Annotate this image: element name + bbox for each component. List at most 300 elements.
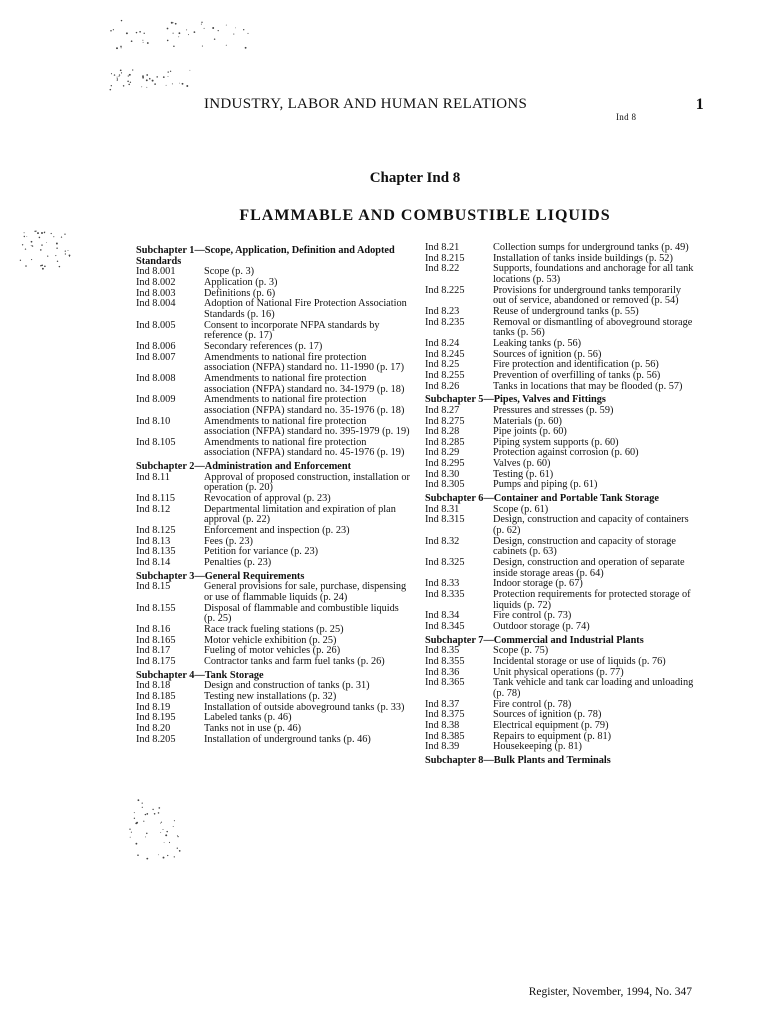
toc-entry-title: Design, construction and capacity of containers (p. 62) (493, 514, 689, 537)
scan-speck (168, 76, 169, 77)
scan-speck (55, 255, 56, 256)
toc-entry-number: Ind 8.185 (136, 690, 176, 702)
scan-speck (56, 243, 58, 245)
scan-speck (61, 236, 62, 237)
toc-entry (425, 558, 695, 579)
scan-speck (143, 42, 144, 43)
toc-entry-number: Ind 8.23 (425, 305, 460, 317)
scan-speck (31, 241, 33, 243)
scan-speck (145, 836, 146, 837)
toc-entry-number: Ind 8.002 (136, 276, 176, 288)
scan-speck (201, 24, 202, 25)
toc-entry-title: Leaking tanks (p. 56) (493, 337, 582, 349)
scan-speck (129, 74, 131, 76)
toc-entry (425, 480, 695, 491)
toc-entry-number: Ind 8.35 (425, 645, 460, 657)
scan-speck (25, 248, 26, 249)
scan-speck (64, 234, 65, 235)
toc-entry-number: Ind 8.295 (425, 458, 465, 470)
toc-entry-number: Ind 8.005 (136, 319, 176, 331)
toc-entry (136, 526, 410, 537)
toc-entry (136, 735, 410, 746)
scan-speck (117, 78, 118, 79)
scan-speck (44, 265, 46, 267)
toc-entry-number: Ind 8.315 (425, 514, 465, 526)
toc-entry-title: Departmental limitation and expiration of plan approval (p. 22) (204, 503, 396, 526)
scan-speck (40, 249, 42, 251)
scan-speck (188, 34, 189, 35)
scan-speck (135, 843, 137, 845)
scan-speck (128, 84, 130, 86)
scan-speck (142, 802, 143, 803)
toc-entry-title: Motor vehicle exhibition (p. 25) (204, 634, 337, 646)
scan-speck (144, 33, 145, 34)
scan-speck (167, 855, 168, 856)
scan-speck (245, 47, 247, 49)
scan-speck (170, 71, 171, 72)
scan-speck (57, 261, 58, 262)
toc-entry (425, 622, 695, 633)
toc-entry-number: Ind 8.12 (136, 503, 171, 515)
scan-speck (173, 45, 175, 47)
toc-entry-number: Ind 8.33 (425, 578, 460, 590)
toc-entry (136, 657, 410, 668)
toc-entry-title: Fire protection and identification (p. 56) (493, 359, 659, 371)
toc-subchapter-heading: Subchapter 3—General Requirements (136, 570, 305, 582)
scan-speck (139, 31, 141, 33)
scan-speck (201, 22, 202, 23)
scan-speck (156, 76, 158, 78)
scan-speck (165, 834, 167, 836)
toc-entry-title: Pumps and piping (p. 61) (493, 479, 598, 491)
scan-speck (212, 27, 214, 29)
toc-entry (425, 371, 695, 382)
scan-speck (41, 232, 43, 234)
toc-entry-number: Ind 8.16 (136, 623, 171, 635)
toc-entry-title: Fire control (p. 78) (493, 698, 572, 710)
toc-entry (136, 604, 410, 625)
scan-speck (173, 33, 174, 34)
scan-speck (146, 74, 148, 76)
scan-speck (243, 29, 244, 30)
toc-entry-title: Fueling of motor vehicles (p. 26) (204, 645, 341, 657)
scan-speck (247, 33, 248, 34)
scan-speck (117, 77, 118, 78)
toc-entry-number: Ind 8.21 (425, 242, 460, 253)
scan-speck (166, 831, 167, 832)
toc-entry-number: Ind 8.285 (425, 436, 465, 448)
scan-speck (42, 268, 44, 270)
scan-speck (160, 832, 161, 833)
toc-entry-title: Approval of proposed construction, installation or operation (p. 20) (204, 471, 410, 494)
toc-entry-title: Housekeeping (p. 81) (493, 741, 582, 753)
toc-entry-number: Ind 8.385 (425, 730, 465, 742)
scan-speck (32, 245, 33, 246)
scan-speck (59, 266, 60, 267)
scan-speck (117, 79, 118, 80)
toc-entry-title: Amendments to national fire protection association (NFPA) standard no. 35-1976 (p. 18) (204, 394, 405, 416)
toc-entry-number: Ind 8.135 (136, 546, 176, 558)
toc-entry-number: Ind 8.355 (425, 655, 465, 667)
toc-entry (136, 473, 410, 494)
scan-speck (163, 829, 164, 830)
toc-entry-number: Ind 8.375 (425, 709, 465, 721)
scan-speck (177, 848, 178, 849)
toc-entry-number: Ind 8.205 (136, 733, 176, 745)
scan-speck (178, 36, 179, 37)
toc-entry-title: Tank vehicle and tank car loading and unloading (p. 78) (493, 677, 694, 699)
scan-speck (141, 86, 142, 87)
toc-entry (425, 537, 695, 558)
scan-speck (142, 40, 143, 41)
toc-entry-title: Prevention of overfilling of tanks (p. 56) (493, 369, 661, 381)
scan-speck (131, 40, 133, 42)
toc-entry-title: Testing new installations (p. 32) (204, 690, 337, 702)
toc-entry-title: Indoor storage (p. 67) (493, 578, 583, 590)
toc-entry-number: Ind 8.19 (136, 701, 171, 713)
toc-subchapter-heading: Subchapter 6—Container and Portable Tank Storage (425, 493, 659, 505)
toc-subchapter-heading: Subchapter 2—Administration and Enforcement (136, 461, 352, 473)
scan-speck (146, 87, 147, 88)
scan-speck (154, 83, 156, 85)
scan-speck (40, 265, 41, 266)
toc-entry (136, 374, 410, 395)
toc-entry-title: Pipe joints (p. 60) (493, 426, 567, 438)
scan-speck (47, 255, 48, 256)
scan-speck (131, 832, 132, 833)
scan-speck (172, 83, 173, 84)
toc-entry-number: Ind 8.37 (425, 698, 460, 710)
scan-speck (117, 80, 118, 81)
toc-entry-title: Unit physical operations (p. 77) (493, 666, 624, 678)
toc-entry-title: Design, construction and operation of separate inside storage areas (p. 64) (493, 557, 685, 579)
toc-entry-title: Revocation of approval (p. 23) (204, 493, 331, 505)
scan-speck (137, 854, 139, 856)
toc-entry-number: Ind 8.11 (136, 471, 170, 483)
toc-entry-title: Testing (p. 61) (493, 468, 554, 480)
toc-entry-title: Incidental storage or use of liquids (p. 76) (493, 655, 666, 667)
toc-entry-number: Ind 8.14 (136, 557, 171, 569)
toc-entry-number: Ind 8.335 (425, 589, 465, 600)
toc-entry-number: Ind 8.29 (425, 447, 460, 459)
toc-entry-title: Scope (p. 61) (493, 503, 549, 515)
scan-speck (146, 813, 148, 815)
scan-speck (169, 842, 170, 843)
scan-speck (24, 236, 25, 237)
toc-entry-number: Ind 8.155 (136, 602, 176, 614)
scan-speck (194, 31, 196, 33)
toc-entry (136, 299, 410, 320)
toc-entry (425, 448, 695, 459)
toc-entry (136, 342, 410, 353)
scan-speck (134, 812, 135, 813)
scan-speck (163, 76, 165, 78)
scan-speck (233, 34, 234, 35)
toc-entry-title: Labeled tanks (p. 46) (204, 712, 292, 724)
scan-speck (226, 45, 227, 46)
toc-entry-number: Ind 8.17 (136, 645, 171, 657)
scan-speck (110, 30, 112, 32)
toc-entry-number: Ind 8.25 (425, 359, 460, 371)
toc-entry-title: Reuse of underground tanks (p. 55) (493, 305, 639, 317)
scan-speck (20, 260, 21, 261)
toc-entry-number: Ind 8.30 (425, 468, 460, 480)
toc-entry-title: Race track fueling stations (p. 25) (204, 623, 344, 635)
chapter-code: Ind 8 (616, 112, 637, 122)
scan-speck (142, 75, 144, 77)
toc-entry-title: Tanks in locations that may be flooded (p. 57) (493, 380, 683, 392)
scan-speck (121, 20, 122, 21)
scan-speck (37, 232, 39, 234)
toc-entry-title: Materials (p. 60) (493, 415, 562, 427)
toc-entry-title: Sources of ignition (p. 78) (493, 709, 602, 721)
scan-speck (179, 850, 181, 852)
toc-entry (136, 582, 410, 603)
scan-speck (179, 32, 181, 34)
scan-speck (34, 230, 36, 232)
scan-speck (138, 799, 140, 801)
scan-speck (178, 836, 179, 837)
scan-speck (119, 74, 120, 75)
toc-entry-number: Ind 8.009 (136, 394, 176, 406)
toc-entry-title: Installation of tanks inside buildings (p. 52) (493, 252, 673, 264)
toc-entry (425, 318, 695, 339)
toc-entry-number: Ind 8.235 (425, 316, 465, 328)
toc-entry-title: Design and construction of tanks (p. 31) (204, 680, 370, 692)
toc-entry-title: Consent to incorporate NFPA standards by reference (p. 17) (204, 319, 380, 342)
toc-entry-number: Ind 8.27 (425, 404, 460, 416)
scan-speck (136, 32, 137, 33)
toc-entry-title: Amendments to national fire protection association (NFPA) standard no. 45-1976 (p. 19) (204, 436, 405, 459)
toc-right-column (425, 243, 695, 767)
scan-speck (168, 71, 169, 72)
toc-entry-title: Adoption of National Fire Protection Association Standards (p. 16) (204, 298, 407, 320)
scan-speck (39, 237, 41, 239)
toc-entry (136, 505, 410, 526)
chapter-subtitle: FLAMMABLE AND COMBUSTIBLE LIQUIDS (239, 207, 611, 224)
scan-speck (31, 245, 32, 246)
toc-entry (425, 742, 695, 753)
toc-subchapter-heading: Subchapter 8—Bulk Plants and Terminals (425, 754, 611, 766)
scan-speck (126, 32, 128, 34)
toc-entry-number: Ind 8.18 (136, 680, 171, 692)
toc-entry-title: Valves (p. 60) (493, 458, 551, 470)
toc-entry-number: Ind 8.20 (136, 722, 171, 734)
scan-speck (147, 42, 149, 44)
toc-entry-title: Removal or dismantling of aboveground storage tanks (p. 56) (493, 316, 693, 339)
toc-entry-title: Amendments to national fire protection association (NFPA) standard no. 395-1979 (p. 19) (204, 415, 410, 438)
scan-speck (161, 822, 162, 823)
scan-speck (132, 69, 133, 70)
toc-subchapter-heading: Subchapter 7—Commercial and Industrial Plants (425, 634, 644, 646)
toc-entry (425, 339, 695, 350)
scan-speck (123, 85, 124, 86)
toc-entry-title: Installation of outside aboveground tanks (p. 33) (204, 701, 405, 713)
toc-entry-title: Secondary references (p. 17) (204, 340, 323, 352)
scan-speck (130, 837, 131, 838)
toc-entry-title: Design, construction and capacity of storage cabinets (p. 63) (493, 535, 676, 558)
toc-entry-number: Ind 8.195 (136, 712, 176, 724)
scan-speck (25, 265, 27, 267)
toc-entry-number: Ind 8.255 (425, 369, 465, 381)
scan-speck (31, 259, 32, 260)
scan-speck (158, 807, 160, 809)
toc-entry-number: Ind 8.225 (425, 284, 465, 296)
scan-speck (149, 78, 150, 79)
scan-speck (146, 858, 148, 860)
scan-speck (56, 247, 57, 248)
scan-speck (114, 74, 115, 75)
toc-entry-title: Disposal of flammable and combustible liquids (p. 25) (204, 602, 399, 625)
toc-entry-number: Ind 8.24 (425, 337, 460, 349)
toc-entry-number: Ind 8.003 (136, 287, 176, 299)
toc-entry-title: Tanks not in use (p. 46) (204, 722, 302, 734)
scan-speck (166, 85, 167, 86)
scan-speck (22, 244, 23, 245)
scan-speck (69, 255, 71, 257)
scan-speck (68, 250, 69, 251)
toc-entry (425, 406, 695, 417)
scan-speck (111, 73, 112, 74)
toc-entry-number: Ind 8.175 (136, 655, 176, 667)
scan-speck (182, 83, 184, 85)
toc-entry (425, 721, 695, 732)
toc-entry-title: Collection sumps for underground tanks (p. 49) (493, 242, 689, 253)
scan-speck (235, 27, 236, 28)
toc-entry-title: Piping system supports (p. 60) (493, 436, 619, 448)
scan-speck (111, 85, 112, 86)
toc-entry (425, 459, 695, 470)
toc-entry-title: Outdoor storage (p. 74) (493, 620, 590, 632)
toc-entry-title: Amendments to national fire protection association (NFPA) standard no. 11-1990 (p. 17) (204, 351, 405, 374)
toc-entry-number: Ind 8.325 (425, 557, 465, 569)
scan-speck (128, 75, 129, 76)
chapter-title: Chapter Ind 8 (369, 170, 461, 186)
scan-speck (46, 242, 47, 243)
scan-speck (41, 244, 42, 245)
toc-entry-title: Fees (p. 23) (204, 535, 253, 547)
scan-speck (51, 233, 52, 234)
toc-entry (136, 395, 410, 416)
toc-entry-title: Installation of underground tanks (p. 46) (204, 733, 371, 745)
scan-speck (121, 72, 122, 73)
toc-entry (425, 286, 695, 307)
toc-entry-number: Ind 8.32 (425, 535, 460, 547)
scan-speck (154, 813, 156, 815)
toc-entry (425, 678, 695, 699)
scan-speck (121, 47, 122, 48)
toc-entry-number: Ind 8.38 (425, 719, 460, 731)
scan-speck (65, 253, 66, 254)
scan-speck (69, 256, 70, 257)
scan-speck (164, 842, 165, 843)
scan-speck (142, 807, 143, 808)
toc-entry (425, 382, 695, 393)
toc-entry-title: Amendments to national fire protection association (NFPA) standard no. 34-1979 (p. 18) (204, 372, 405, 395)
toc-entry-number: Ind 8.305 (425, 479, 465, 491)
toc-entry-number: Ind 8.001 (136, 266, 176, 278)
scan-speck (186, 85, 188, 87)
scan-speck (119, 76, 120, 77)
scan-speck (110, 89, 112, 91)
scan-speck (167, 40, 169, 42)
scan-speck (44, 232, 45, 233)
toc-entry (425, 590, 695, 611)
toc-entry-title: Pressures and stresses (p. 59) (493, 404, 614, 416)
toc-entry-number: Ind 8.28 (425, 426, 460, 438)
toc-entry-title: Scope (p. 75) (493, 645, 549, 657)
toc-entry-number: Ind 8.115 (136, 493, 176, 505)
toc-entry (136, 438, 410, 459)
scan-speck (167, 28, 169, 30)
toc-entry (425, 307, 695, 318)
toc-entry (136, 353, 410, 374)
toc-entry-number: Ind 8.34 (425, 610, 460, 622)
scan-speck (24, 232, 25, 233)
toc-entry-title: Protection requirements for protected storage of liquids (p. 72) (493, 589, 691, 611)
scan-speck (152, 809, 153, 810)
scan-speck (65, 250, 66, 251)
scan-speck (202, 46, 203, 47)
scan-speck (120, 46, 122, 48)
toc-entry-title: Scope (p. 3) (204, 266, 255, 278)
toc-entry-number: Ind 8.10 (136, 415, 171, 427)
scan-speck (158, 812, 160, 814)
toc-subchapter-heading: Subchapter 4—Tank Storage (136, 669, 264, 681)
toc-entry (136, 692, 410, 703)
scan-speck (130, 82, 131, 83)
toc-entry (136, 558, 410, 569)
toc-entry-title: Petition for variance (p. 23) (204, 546, 319, 558)
scan-speck (171, 22, 173, 24)
toc-entry (425, 264, 695, 285)
register-footer: Register, November, 1994, No. 347 (528, 986, 692, 998)
toc-left-column (136, 243, 410, 745)
scan-speck (143, 821, 144, 822)
scan-speck (214, 38, 215, 39)
toc-entry-title: Supports, foundations and anchorage for all tank locations (p. 53) (493, 263, 694, 285)
toc-entry (136, 417, 410, 438)
scan-speck (186, 29, 187, 30)
toc-entry-number: Ind 8.004 (136, 298, 176, 310)
scan-speck (173, 22, 174, 23)
scan-speck (189, 70, 190, 71)
toc-entry-number: Ind 8.345 (425, 620, 465, 632)
toc-entry (136, 724, 410, 735)
toc-entry-number: Ind 8.125 (136, 525, 176, 537)
toc-entry-title: Penalties (p. 23) (204, 557, 272, 569)
toc-entry-number: Ind 8.26 (425, 380, 460, 392)
running-head-title: INDUSTRY, LABOR AND HUMAN RELATIONS (204, 96, 528, 112)
scan-speck (36, 231, 37, 232)
toc-entry-number: Ind 8.13 (136, 535, 171, 547)
scan-speck (177, 835, 178, 836)
toc-entry-title: Application (p. 3) (204, 276, 278, 288)
scan-speck (142, 77, 144, 79)
scan-speck (160, 823, 161, 824)
toc-entry-number: Ind 8.165 (136, 634, 176, 646)
scan-speck (120, 69, 122, 71)
toc-entry-number: Ind 8.215 (425, 252, 465, 264)
scan-speck (145, 814, 146, 815)
toc-entry-number: Ind 8.39 (425, 741, 460, 753)
toc-entry-number: Ind 8.006 (136, 340, 176, 352)
scan-speck (116, 47, 118, 49)
scan-speck (173, 826, 174, 827)
scan-speck (175, 23, 177, 25)
scan-speck (163, 857, 165, 859)
toc-entry-number: Ind 8.22 (425, 263, 460, 275)
